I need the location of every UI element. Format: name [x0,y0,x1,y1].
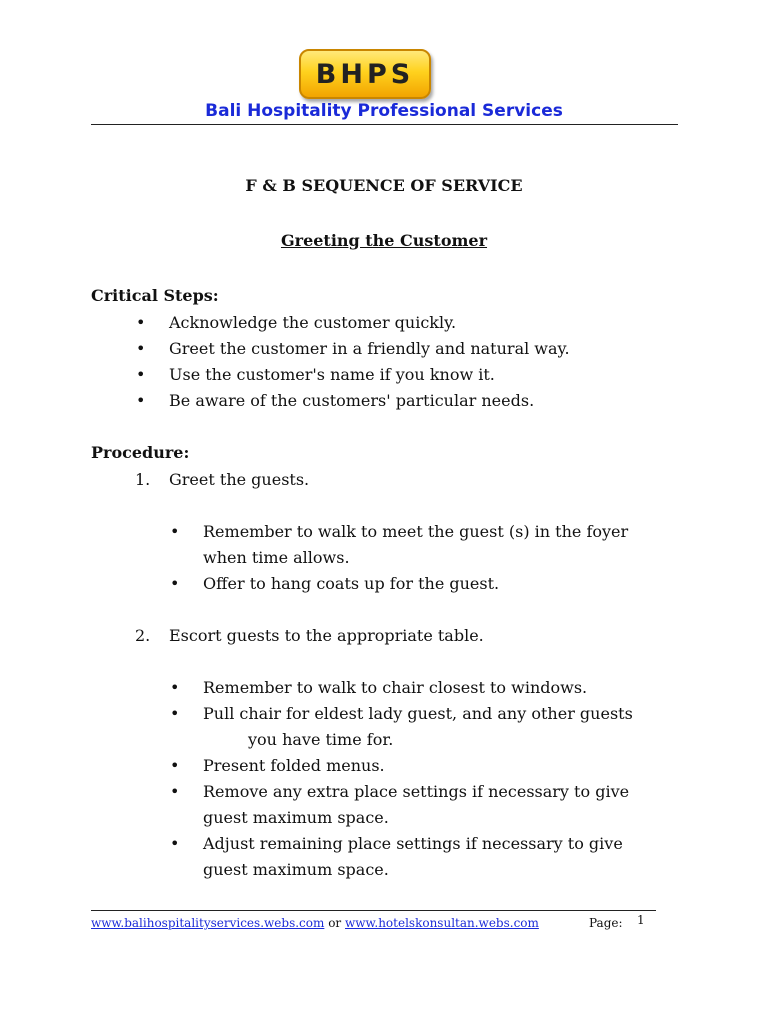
bullet-icon: • [170,678,180,697]
footer-separator: or [328,916,342,930]
footer-link-hotels-konsultan[interactable]: www.hotelskonsultan.webs.com [345,916,539,930]
logo-text: BHPS [315,58,415,90]
step-bullet-line: you have time for. [248,730,394,749]
step-text: Escort guests to the appropriate table. [169,626,484,645]
bullet-icon: • [170,756,180,775]
bullet-icon: • [136,313,146,332]
step-bullet-line: Offer to hang coats up for the guest. [203,574,500,593]
bullet-icon: • [136,391,146,410]
critical-step-item: Be aware of the customers' particular needs. [169,391,535,410]
page-label: Page: [589,916,623,930]
step-bullet-line: guest maximum space. [203,860,389,879]
document-subtitle: Greeting the Customer [280,231,488,250]
bullet-icon: • [136,365,146,384]
bullet-icon: • [170,522,180,541]
step-bullet-line: Remember to walk to chair closest to windows. [203,678,588,697]
footer-link-bali-hospitality[interactable]: www.balihospitalityservices.webs.com [91,916,325,930]
step-bullet-line: Remove any extra place settings if necessary to give [203,782,630,801]
company-name: Bali Hospitality Professional Services [205,101,563,121]
critical-step-item: Greet the customer in a friendly and natural way. [169,339,570,358]
bullet-icon: • [170,704,180,723]
procedure-heading: Procedure: [91,443,190,462]
step-bullet-line: Present folded menus. [203,756,385,775]
step-number: 1. [135,470,151,489]
step-bullet-line: Pull chair for eldest lady guest, and any other guests [203,704,633,723]
footer-links [91,916,539,930]
critical-steps-heading: Critical Steps: [91,286,219,305]
bullet-icon: • [136,339,146,358]
step-bullet-line: guest maximum space. [203,808,389,827]
critical-step-item: Acknowledge the customer quickly. [169,313,457,332]
footer-divider [91,910,656,911]
bullet-icon: • [170,574,180,593]
page-number: 1 [637,913,645,927]
step-bullet-line: Remember to walk to meet the guest (s) in the foyer [203,522,629,541]
step-text: Greet the guests. [169,470,310,489]
step-number: 2. [135,626,151,645]
header-divider [91,124,678,125]
bullet-icon: • [170,834,180,853]
company-logo [299,49,431,99]
critical-step-item: Use the customer's name if you know it. [169,365,495,384]
bullet-icon: • [170,782,180,801]
step-bullet-line: Adjust remaining place settings if necessary to give [203,834,623,853]
document-title: F & B SEQUENCE OF SERVICE [245,176,523,195]
step-bullet-line: when time allows. [203,548,350,567]
